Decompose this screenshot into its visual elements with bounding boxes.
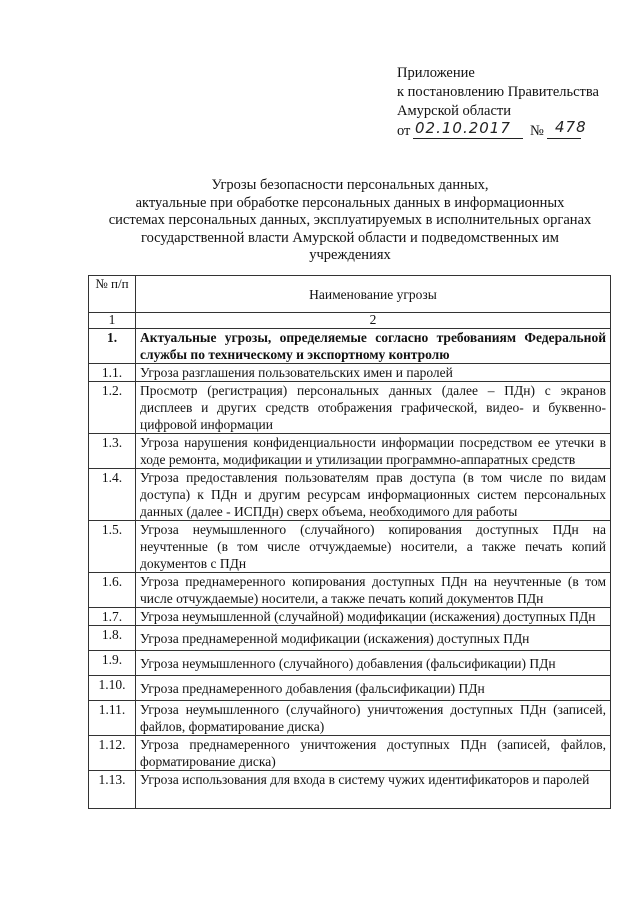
header-num: № п/п: [89, 276, 136, 313]
title-line: актуальные при обработке персональных данных в информационных: [135, 194, 565, 211]
col-number-2: 2: [136, 313, 611, 329]
threats-table: [88, 275, 611, 809]
title-line: системах персональных данных, эксплуатируемых в исполнительных органах: [108, 212, 592, 229]
date-underline: [413, 138, 523, 139]
table-row: [89, 364, 611, 382]
handwritten-number: 478: [555, 118, 587, 136]
row-text: Угроза предоставления пользователям прав доступа (в том числе по видам доступа) к ПДн и другим ресурсам информационных систем персональных данных (далее - ИСПДн) сверх объема, необходимого для работы: [136, 469, 611, 521]
number-label: №: [530, 123, 544, 139]
title-line: Угрозы безопасности персональных данных,: [211, 177, 489, 193]
row-text: Угроза неумышленного (случайного) уничтожения доступных ПДн (записей, файлов, форматирование диска): [136, 701, 611, 736]
from-label: от: [397, 123, 411, 139]
row-text: Угроза неумышленной (случайной) модификации (искажения) доступных ПДн: [136, 608, 611, 626]
annex-block: [397, 64, 632, 143]
table-row: [89, 651, 611, 676]
table-row: [89, 329, 611, 364]
table-header-row: [89, 276, 611, 313]
table-row: [89, 469, 611, 521]
table-row: [89, 626, 611, 651]
row-num: 1.2.: [89, 382, 136, 434]
header-name: Наименование угрозы: [136, 276, 611, 313]
row-num: 1.1.: [89, 364, 136, 382]
annex-date-number: [397, 118, 632, 143]
row-num: 1.6.: [89, 573, 136, 608]
table-row: [89, 701, 611, 736]
row-text: Угроза преднамеренного добавления (фальсификации) ПДн: [136, 676, 611, 701]
row-num: 1.9.: [89, 651, 136, 676]
row-text: Угроза разглашения пользовательских имен и паролей: [136, 364, 611, 382]
row-text: Угроза преднамеренного уничтожения доступных ПДн (записей, файлов, форматирование диска): [136, 736, 611, 771]
annex-resolution-ref: к постановлению Правительства: [397, 84, 599, 100]
row-text: Угроза неумышленного (случайного) копирования доступных ПДн на неучтенные (в том числе отчуждаемые) носители, а также печать копий документов с ПДн: [136, 521, 611, 573]
table-row: [89, 382, 611, 434]
row-text: Актуальные угрозы, определяемые согласно требованиям Федеральной службы по техническому и экспортному контролю: [136, 329, 611, 364]
row-text: Угроза нарушения конфиденциальности информации посредством ее утечки в ходе ремонта, модификации и утилизации программно-аппаратных средств: [136, 434, 611, 469]
annex-region: Амурской области: [397, 103, 511, 119]
row-text: Угроза использования для входа в систему чужих идентификаторов и паролей: [136, 771, 611, 809]
row-num: 1.12.: [89, 736, 136, 771]
row-num: 1.7.: [89, 608, 136, 626]
table-row: [89, 608, 611, 626]
row-text: Угроза преднамеренного копирования доступных ПДн на неучтенные (в том числе отчуждаемые) носители, а также печать копий документов ПДн: [136, 573, 611, 608]
table-row: [89, 573, 611, 608]
row-num: 1.13.: [89, 771, 136, 809]
table-row: [89, 736, 611, 771]
col-number-1: 1: [89, 313, 136, 329]
row-num: 1.8.: [89, 626, 136, 651]
table-row: [89, 771, 611, 809]
table-row: [89, 676, 611, 701]
row-num: 1.5.: [89, 521, 136, 573]
table-row: [89, 521, 611, 573]
row-num: 1.3.: [89, 434, 136, 469]
row-num: 1.4.: [89, 469, 136, 521]
handwritten-date: 02.10.2017: [415, 119, 511, 137]
row-num: 1.: [89, 329, 136, 364]
title-line: государственной власти Амурской области и подведомственных им: [140, 229, 559, 246]
table-row: [89, 434, 611, 469]
row-num: 1.11.: [89, 701, 136, 736]
number-underline: [547, 138, 581, 139]
document-title: [80, 177, 620, 265]
row-text: Просмотр (регистрация) персональных данных (далее – ПДн) с экранов дисплеев и других средств отображения графической, видео- и буквенно-цифровой информации: [136, 382, 611, 434]
row-text: Угроза преднамеренной модификации (искажения) доступных ПДн: [136, 626, 611, 651]
row-text: Угроза неумышленного (случайного) добавления (фальсификации) ПДн: [136, 651, 611, 676]
column-number-row: [89, 313, 611, 329]
annex-title: Приложение: [397, 65, 475, 81]
row-num: 1.10.: [89, 676, 136, 701]
title-line: учреждениях: [309, 247, 391, 264]
